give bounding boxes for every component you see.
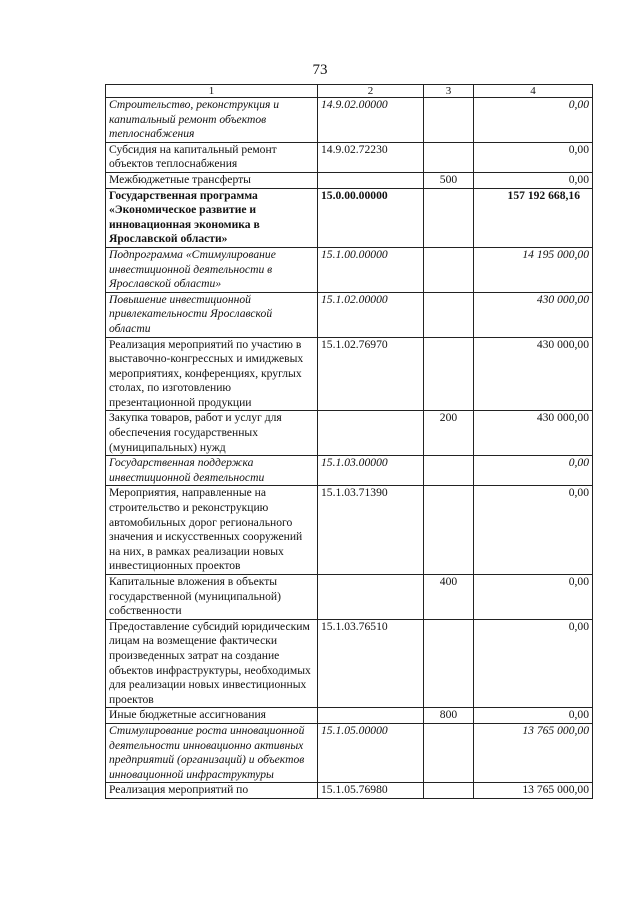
row-code-cell: 14.9.02.00000 <box>318 98 424 143</box>
row-amount-cell: 14 195 000,00 <box>474 247 593 292</box>
table-row <box>106 708 593 724</box>
table-row <box>106 292 593 337</box>
row-code-cell: 15.1.03.76510 <box>318 619 424 708</box>
table-row <box>106 337 593 411</box>
row-name-cell: Закупка товаров, работ и услуг для обеспечения государственных (муниципальных) нужд <box>106 411 318 456</box>
row-name-cell: Строительство, реконструкция и капитальный ремонт объектов теплоснабжения <box>106 98 318 143</box>
row-amount-cell: 0,00 <box>474 98 593 143</box>
row-code-cell <box>318 708 424 724</box>
table-row <box>106 486 593 575</box>
row-name-cell: Стимулирование роста инновационной деятельности инновационно активных предприятий (организаций) и объектов инновационной инфраструктуры <box>106 723 318 782</box>
row-code-cell: 15.0.00.00000 <box>318 188 424 247</box>
row-name-cell: Предоставление субсидий юридическим лицам на возмещение фактически произведенных затрат на создание объектов инфраструктуры, необходимых для реализации новых инвестиционных проектов <box>106 619 318 708</box>
row-kvr-cell: 500 <box>424 172 474 188</box>
row-code-cell: 15.1.02.76970 <box>318 337 424 411</box>
row-amount-cell: 0,00 <box>474 486 593 575</box>
row-code-cell: 15.1.00.00000 <box>318 247 424 292</box>
table-row <box>106 172 593 188</box>
row-kvr-cell <box>424 247 474 292</box>
table-header-row <box>106 85 593 98</box>
row-amount-cell: 157 192 668,16 <box>474 188 593 247</box>
row-kvr-cell: 400 <box>424 575 474 620</box>
row-amount-cell: 13 765 000,00 <box>474 723 593 782</box>
row-amount-cell: 0,00 <box>474 172 593 188</box>
row-code-cell <box>318 411 424 456</box>
row-code-cell: 14.9.02.72230 <box>318 142 424 172</box>
row-name-cell: Межбюджетные трансферты <box>106 172 318 188</box>
row-kvr-cell <box>424 783 474 799</box>
row-kvr-cell <box>424 723 474 782</box>
table-row <box>106 783 593 799</box>
row-kvr-cell <box>424 142 474 172</box>
row-code-cell: 15.1.05.76980 <box>318 783 424 799</box>
row-code-cell <box>318 172 424 188</box>
row-name-cell: Иные бюджетные ассигнования <box>106 708 318 724</box>
row-code-cell: 15.1.05.00000 <box>318 723 424 782</box>
column-header: 3 <box>424 85 474 98</box>
row-name-cell: Повышение инвестиционной привлекательности Ярославской области <box>106 292 318 337</box>
row-code-cell: 15.1.03.71390 <box>318 486 424 575</box>
row-code-cell <box>318 575 424 620</box>
row-kvr-cell <box>424 188 474 247</box>
page-number: 73 <box>312 62 328 78</box>
row-code-cell: 15.1.03.00000 <box>318 456 424 486</box>
row-amount-cell: 0,00 <box>474 619 593 708</box>
table-row <box>106 723 593 782</box>
budget-table <box>105 84 593 799</box>
row-name-cell: Государственная программа «Экономическое развитие и инновационная экономика в Ярославской области» <box>106 188 318 247</box>
row-kvr-cell <box>424 337 474 411</box>
row-name-cell: Государственная поддержка инвестиционной деятельности <box>106 456 318 486</box>
row-amount-cell: 430 000,00 <box>474 337 593 411</box>
row-kvr-cell <box>424 98 474 143</box>
row-name-cell: Мероприятия, направленные на строительство и реконструкцию автомобильных дорог регионального значения и искусственных сооружений на них, в рамках реализации новых инвестиционных проектов <box>106 486 318 575</box>
row-name-cell: Реализация мероприятий по участию в выставочно-конгрессных и имиджевых мероприятиях, конференциях, круглых столах, по изготовлению презентационной продукции <box>106 337 318 411</box>
column-header: 4 <box>474 85 593 98</box>
row-kvr-cell: 800 <box>424 708 474 724</box>
table-row <box>106 619 593 708</box>
table-row <box>106 575 593 620</box>
row-kvr-cell <box>424 619 474 708</box>
row-name-cell: Реализация мероприятий по <box>106 783 318 799</box>
row-name-cell: Субсидия на капитальный ремонт объектов теплоснабжения <box>106 142 318 172</box>
column-header: 1 <box>106 85 318 98</box>
row-kvr-cell: 200 <box>424 411 474 456</box>
column-header: 2 <box>318 85 424 98</box>
table-row <box>106 247 593 292</box>
row-amount-cell: 430 000,00 <box>474 411 593 456</box>
row-kvr-cell <box>424 456 474 486</box>
row-amount-cell: 0,00 <box>474 456 593 486</box>
table-row <box>106 456 593 486</box>
row-name-cell: Подпрограмма «Стимулирование инвестиционной деятельности в Ярославской области» <box>106 247 318 292</box>
row-amount-cell: 0,00 <box>474 708 593 724</box>
row-amount-cell: 0,00 <box>474 575 593 620</box>
row-amount-cell: 0,00 <box>474 142 593 172</box>
row-amount-cell: 13 765 000,00 <box>474 783 593 799</box>
row-name-cell: Капитальные вложения в объекты государственной (муниципальной) собственности <box>106 575 318 620</box>
table-row <box>106 142 593 172</box>
table-row <box>106 411 593 456</box>
row-kvr-cell <box>424 486 474 575</box>
table-row <box>106 98 593 143</box>
row-amount-cell: 430 000,00 <box>474 292 593 337</box>
row-kvr-cell <box>424 292 474 337</box>
table-row <box>106 188 593 247</box>
row-code-cell: 15.1.02.00000 <box>318 292 424 337</box>
